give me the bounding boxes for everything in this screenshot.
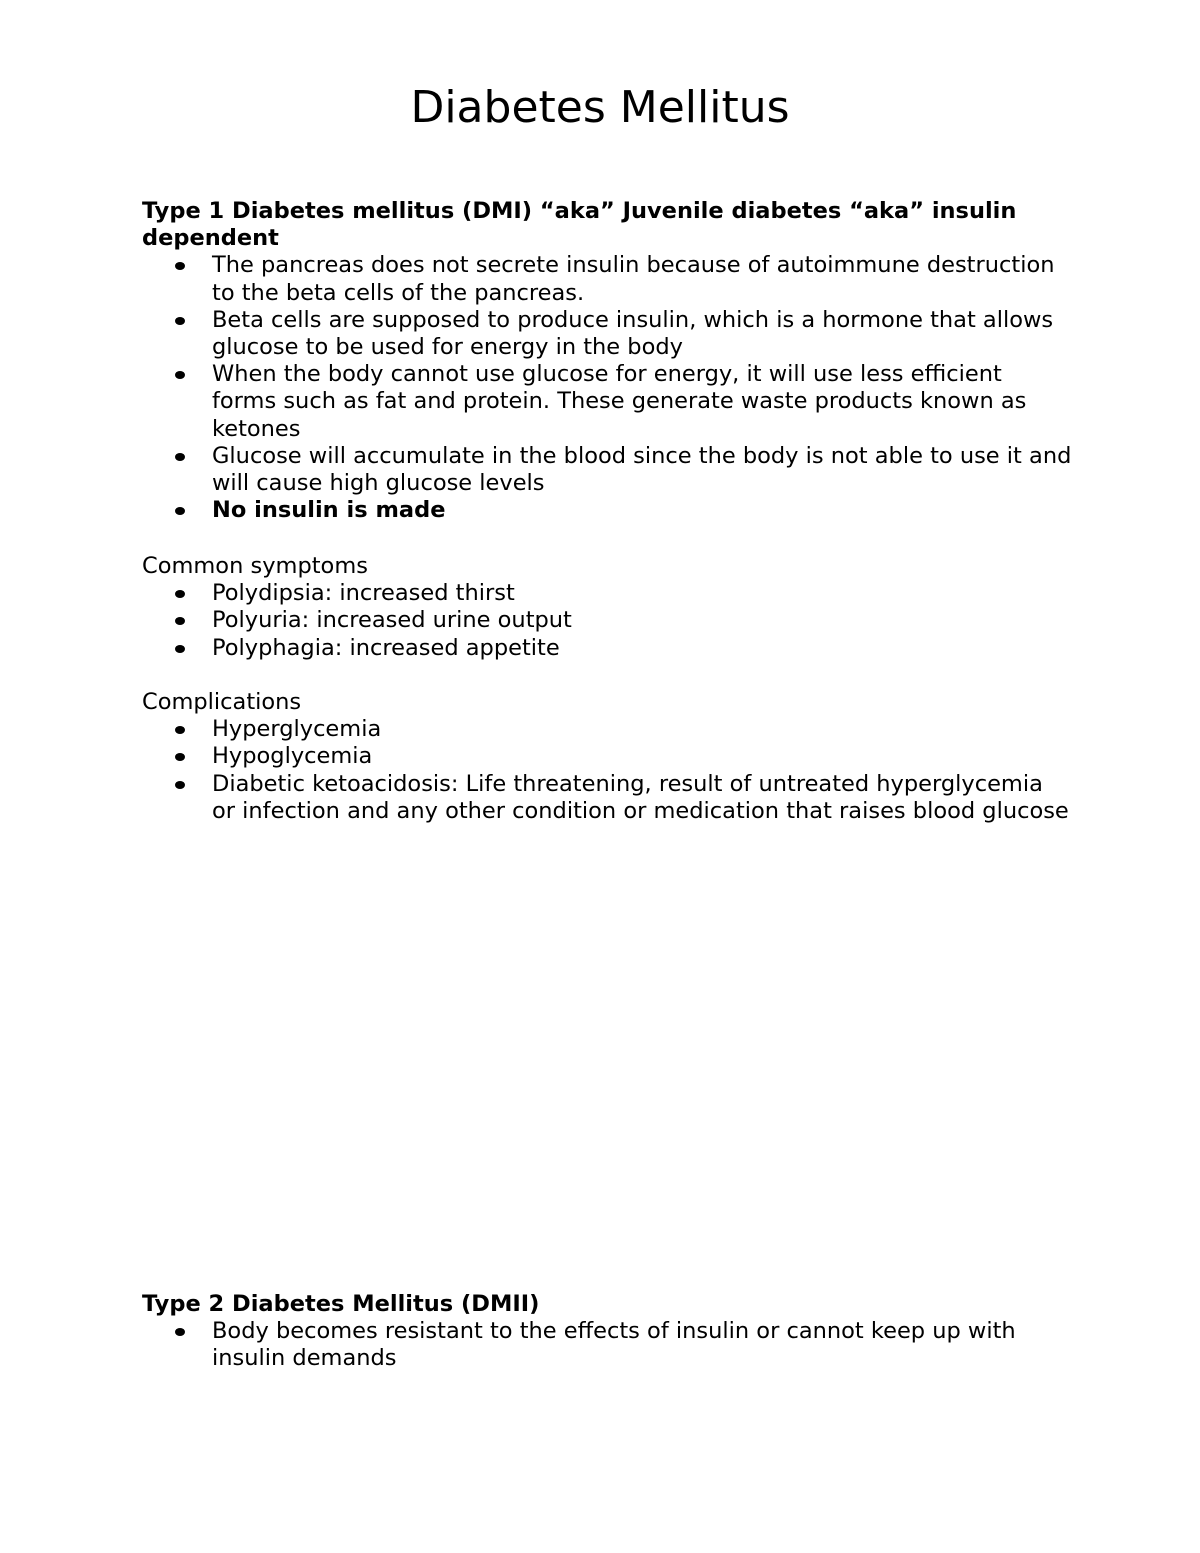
list-item-text: No insulin is made <box>212 497 446 524</box>
bullet-icon <box>175 371 185 379</box>
list-item <box>142 607 1072 634</box>
list-item <box>142 307 1072 361</box>
bullet-icon <box>175 617 185 625</box>
list-item <box>142 361 1072 443</box>
bullet-icon <box>175 262 185 270</box>
list-item-text: Polyuria: increased urine output <box>212 607 572 634</box>
bullet-icon <box>175 645 185 653</box>
symptoms-heading: Common symptoms <box>142 553 368 579</box>
symptoms-list <box>142 580 1072 662</box>
list-item-text: Glucose will accumulate in the blood since the body is not able to use it and will cause high glucose levels <box>212 442 1072 497</box>
complications-list <box>142 716 1072 825</box>
list-item <box>142 580 1072 607</box>
list-item-text: When the body cannot use glucose for energy, it will use less efficient forms such as fat and protein. These generate waste products known as ketones <box>212 361 1027 442</box>
page-title: Diabetes Mellitus <box>410 82 790 133</box>
list-item-text: Hypoglycemia <box>212 743 373 770</box>
list-item <box>142 716 1072 743</box>
list-item <box>142 743 1072 770</box>
list-item <box>142 771 1072 825</box>
list-item-text: Polydipsia: increased thirst <box>212 580 515 607</box>
type1-heading: Type 1 Diabetes mellitus (DMI) “aka” Juvenile diabetes “aka” insulin dependent <box>142 198 1017 252</box>
list-item <box>142 497 1072 524</box>
list-item-text: Polyphagia: increased appetite <box>212 634 560 661</box>
complications-heading: Complications <box>142 689 302 715</box>
type2-list <box>142 1318 1072 1372</box>
list-item <box>142 443 1072 497</box>
bullet-icon <box>175 753 185 761</box>
bullet-icon <box>175 1328 185 1336</box>
type2-section <box>142 1291 1072 1373</box>
type1-list <box>142 252 1072 524</box>
bullet-icon <box>175 317 185 325</box>
list-item <box>142 252 1072 306</box>
type1-section <box>142 198 1072 524</box>
list-item-text: The pancreas does not secrete insulin because of autoimmune destruction to the beta cells of the pancreas. <box>212 252 1055 306</box>
bullet-icon <box>175 781 185 789</box>
list-item-text: Diabetic ketoacidosis: Life threatening, result of untreated hyperglycemia or infection and any other condition or medication that raises blood glucose <box>212 770 1069 824</box>
list-item <box>142 635 1072 662</box>
list-item-text: Beta cells are supposed to produce insulin, which is a hormone that allows glucose to be used for energy in the body <box>212 306 1054 361</box>
bullet-icon <box>175 453 185 461</box>
bullet-icon <box>175 507 185 515</box>
type2-heading: Type 2 Diabetes Mellitus (DMII) <box>142 1291 540 1317</box>
symptoms-section <box>142 553 1072 662</box>
list-item-text: Hyperglycemia <box>212 716 382 743</box>
bullet-icon <box>175 726 185 734</box>
list-item-text: Body becomes resistant to the effects of insulin or cannot keep up with insulin demands <box>212 1318 1016 1372</box>
complications-section <box>142 689 1072 825</box>
list-item <box>142 1318 1072 1372</box>
bullet-icon <box>175 590 185 598</box>
